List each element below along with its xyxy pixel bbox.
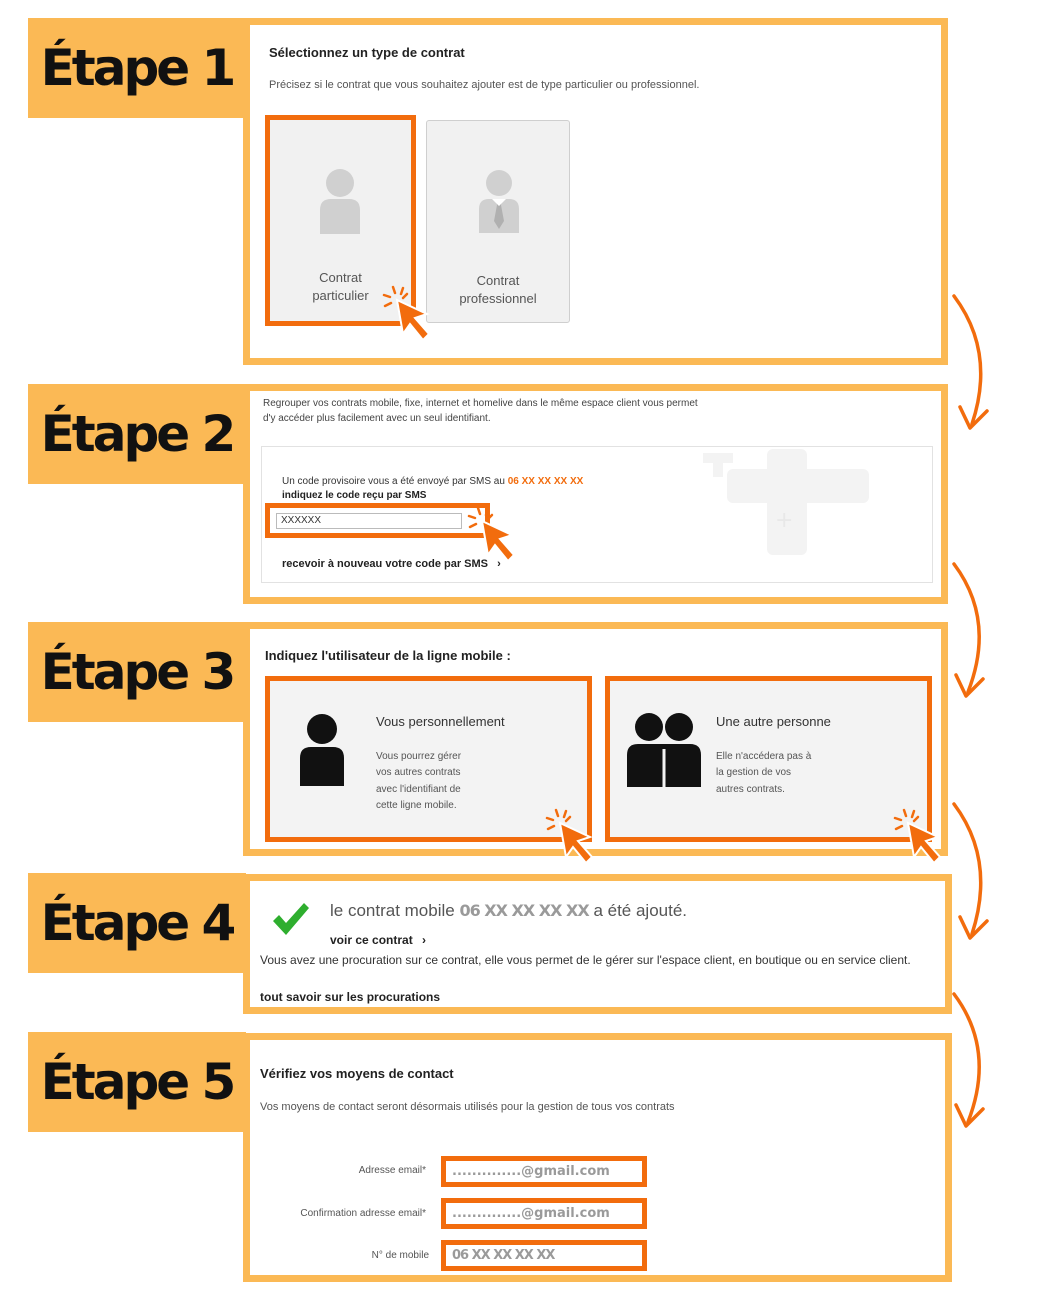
sms-sent-message: Un code provisoire vous a été envoyé par SMS au xyxy=(282,476,505,487)
option-personal-desc-2: vos autres contrats xyxy=(376,767,461,778)
user-option-personal[interactable] xyxy=(265,676,592,842)
mobile-label: N° de mobile xyxy=(371,1250,429,1261)
step-1-label: Étape 1 xyxy=(40,39,234,97)
pointer-cursor-icon xyxy=(892,807,952,867)
step-3-panel xyxy=(243,622,948,856)
step-1-tab xyxy=(28,18,246,118)
step-4-label: Étape 4 xyxy=(40,894,234,952)
user-icon xyxy=(298,714,346,786)
contract-added-suffix: a été ajouté. xyxy=(593,901,688,920)
option-personal-title: Vous personnellement xyxy=(376,714,505,729)
sms-code-value: XXXXXX xyxy=(281,515,322,526)
email-confirm-label: Confirmation adresse email* xyxy=(300,1208,426,1219)
contract-professionnel-label-2: professionnel xyxy=(459,291,537,306)
flow-arrow-icon xyxy=(948,990,998,1135)
email-confirm-field-value: ..............@gmail.com xyxy=(452,1206,610,1221)
step-4-panel xyxy=(243,874,952,1014)
contract-particulier-label-2: particulier xyxy=(312,288,369,303)
sms-number: 06 XX XX XX XX xyxy=(507,476,584,487)
contract-particulier-label-1: Contrat xyxy=(319,270,362,285)
chevron-right-icon: › xyxy=(422,933,427,947)
business-user-icon xyxy=(477,169,521,233)
option-other-desc-3: autres contrats. xyxy=(716,784,785,795)
chevron-right-icon: › xyxy=(497,558,501,570)
contract-professionnel-label-1: Contrat xyxy=(476,273,520,288)
flow-arrow-icon xyxy=(948,800,998,948)
resend-code-label: recevoir à nouveau votre code par SMS xyxy=(282,558,489,570)
svg-text:+: + xyxy=(775,508,794,533)
step-3-title: Indiquez l'utilisateur de la ligne mobile : xyxy=(265,648,511,663)
user-icon xyxy=(317,168,363,234)
email-field[interactable] xyxy=(441,1156,647,1187)
step-2-panel xyxy=(243,384,948,604)
code-label: indiquez le code reçu par SMS xyxy=(282,490,427,501)
procuration-text: Vous avez une procuration sur ce contrat, elle vous permet de le gérer sur l'espace client, en boutique ou en service client. xyxy=(260,953,911,967)
step-2-tab xyxy=(28,384,246,484)
see-contract-link[interactable] xyxy=(330,933,426,947)
step-3-label: Étape 3 xyxy=(40,643,234,701)
user-option-other[interactable] xyxy=(605,676,932,842)
step-1-panel xyxy=(243,18,948,365)
option-personal-desc-3: avec l'identifiant de xyxy=(376,784,461,795)
step-5-title: Vérifiez vos moyens de contact xyxy=(260,1066,454,1081)
option-personal-desc-4: cette ligne mobile. xyxy=(376,800,457,811)
contract-professionnel-card[interactable] xyxy=(426,120,570,323)
procuration-link[interactable]: tout savoir sur les procurations xyxy=(260,990,441,1004)
step-1-title: Sélectionnez un type de contrat xyxy=(269,45,465,60)
pointer-cursor-icon xyxy=(381,284,441,344)
step-5-panel xyxy=(243,1033,952,1282)
sms-sent-text xyxy=(282,476,583,487)
step-4-tab xyxy=(28,873,246,973)
step-2-intro-1: Regrouper vos contrats mobile, fixe, internet et homelive dans le même espace client vous permet xyxy=(263,398,698,409)
step-5-subtitle: Vos moyens de contact seront désormais utilisés pour la gestion de tous vos contrats xyxy=(260,1101,675,1113)
sms-code-input[interactable] xyxy=(276,513,462,529)
email-field-value: ..............@gmail.com xyxy=(452,1164,610,1179)
step-5-label: Étape 5 xyxy=(40,1053,234,1111)
pointer-cursor-icon xyxy=(544,807,604,867)
contract-added-prefix: le contrat mobile xyxy=(330,901,455,920)
option-personal-desc-1: Vous pourrez gérer xyxy=(376,751,462,762)
email-label: Adresse email* xyxy=(358,1165,426,1176)
checkmark-icon xyxy=(270,901,310,939)
pointer-cursor-icon xyxy=(466,505,526,565)
option-other-desc-2: la gestion de vos xyxy=(716,767,792,778)
step-2-intro-2: d'y accéder plus facilement avec un seul identifiant. xyxy=(263,413,491,424)
step-5-tab xyxy=(28,1032,246,1132)
group-users-icon xyxy=(627,713,703,787)
sms-code-input-highlight[interactable] xyxy=(265,503,490,538)
option-other-desc-1: Elle n'accédera pas à xyxy=(716,751,812,762)
contract-added-number: 06 XX XX XX XX xyxy=(459,901,589,920)
see-contract-label: voir ce contrat xyxy=(330,933,413,947)
option-other-title: Une autre personne xyxy=(716,714,831,729)
mobile-field[interactable] xyxy=(441,1240,647,1271)
email-confirm-field[interactable] xyxy=(441,1198,647,1229)
step-1-subtitle: Précisez si le contrat que vous souhaitez ajouter est de type particulier ou professionnel. xyxy=(269,79,700,91)
step-3-tab xyxy=(28,622,246,722)
mobile-field-value: 06 XX XX XX XX xyxy=(452,1248,555,1263)
flow-arrow-icon xyxy=(948,560,998,705)
step-2-label: Étape 2 xyxy=(40,405,234,463)
plus-watermark-icon xyxy=(697,447,897,557)
flow-arrow-icon xyxy=(948,292,998,437)
contract-added-line xyxy=(330,901,687,921)
